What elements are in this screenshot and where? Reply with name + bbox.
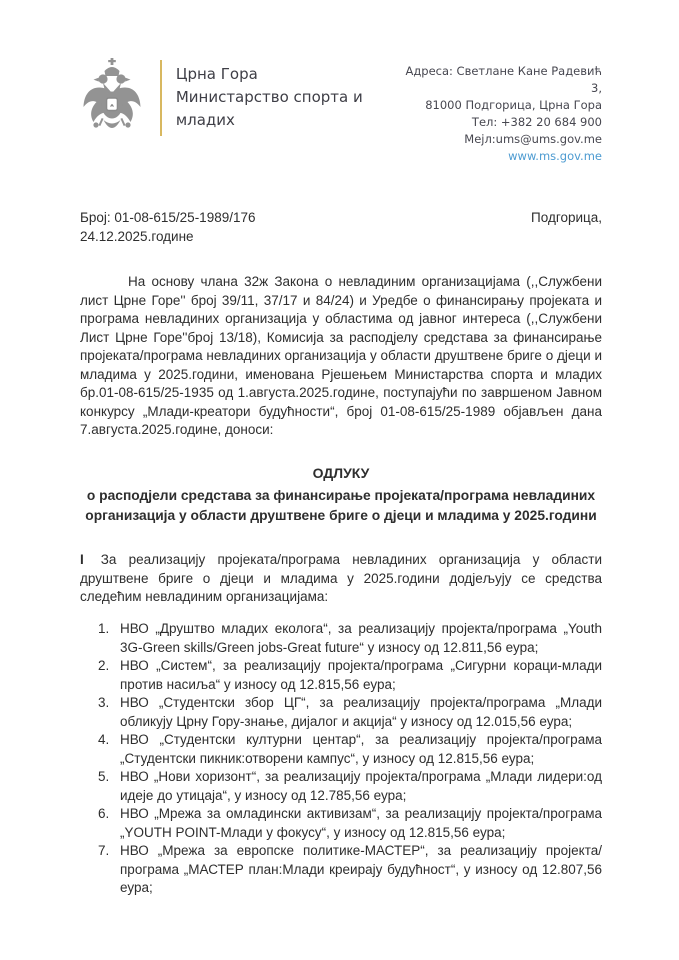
letterhead xyxy=(80,58,602,165)
allocation-text: НВО „Мрежа за европске политике-МАСТЕР“, за реализацију пројекта/програма „МАСТЕР план:Млади креирају будућност“, у износу од 12.807,56 еура; xyxy=(120,843,602,895)
allocation-text: НВО „Нови хоризонт“, за реализацију пројекта/програма „Млади лидери:од идеје до утицаја“, у износу од 12.785,56 еура; xyxy=(120,769,602,803)
allocation-text: НВО „Друштво младих еколога“, за реализацију пројекта/програма „Youth 3G-Green skills/Green jobs-Great future“ у износу од 12.811,56 еура; xyxy=(120,621,602,655)
allocation-item xyxy=(80,768,602,805)
decision-subtitle: о расподјели средстава за финансирање пројеката/програма невладиних организација у области друштвене бриге о дјеци и младима у 2025.години xyxy=(85,488,597,523)
contact-block xyxy=(404,58,602,165)
reference-date: 24.12.2025.године xyxy=(80,228,194,244)
montenegro-coat-of-arms-icon xyxy=(80,58,144,140)
allocation-item xyxy=(80,731,602,768)
allocation-number: 3. xyxy=(98,695,110,710)
allocation-item xyxy=(80,842,602,898)
country-name: Црна Гора xyxy=(175,65,258,83)
ministry-brand xyxy=(80,58,404,140)
allocation-number: 6. xyxy=(98,806,110,821)
allocation-item xyxy=(80,805,602,842)
reference-block xyxy=(80,209,602,246)
allocations-list xyxy=(80,620,602,898)
allocation-number: 7. xyxy=(98,843,110,858)
allocation-text: НВО „Студентски културни центар“, за реализацију пројекта/програма „Студентски пикник:отворени кампус“, у износу од 12.815,56 еура; xyxy=(120,732,602,766)
website-link[interactable]: www.ms.gov.me xyxy=(508,149,602,163)
reference-city: Подгорица, xyxy=(531,210,602,225)
decision-title: ОДЛУКУ xyxy=(312,464,370,481)
section-one-paragraph xyxy=(80,551,602,607)
allocation-number: 1. xyxy=(98,621,110,636)
allocation-item xyxy=(80,694,602,731)
allocation-text: НВО „Студентски збор ЦГ“, за реализацију пројекта/програма „Млади обликују Црну Гору-знање, дијалог и акција“ у износу од 12.015,56 еура; xyxy=(120,695,602,729)
allocation-item xyxy=(80,620,602,657)
email-line: Мејл:ums@ums.gov.me xyxy=(464,132,602,146)
address-line-1: Адреса: Светлане Кане Радевић 3, xyxy=(405,64,602,95)
section-one-marker: I xyxy=(80,552,84,567)
phone-line: Тел: +382 20 684 900 xyxy=(471,115,602,129)
address-line-2: 81000 Подгорица, Црна Гора xyxy=(425,98,602,112)
allocation-number: 4. xyxy=(98,732,110,747)
allocation-text: НВО „Систем“, за реализацију пројекта/програма „Сигурни кораци-млади против насиља“ у износу од 12.815,56 еура; xyxy=(120,658,602,692)
gold-divider xyxy=(160,60,162,136)
section-one-intro: За реализацију пројеката/програма невладиних организација у области друштвене бриге о дјеци и младима у 2025.години додјељују се средства следећим невладиним организацијама: xyxy=(80,552,602,604)
reference-number: Број: 01-08-615/25-1989/176 xyxy=(80,210,256,225)
preamble-paragraph: На основу члана 32ж Закона о невладиним организацијама (,,Службени лист Црне Горе'' број 39/11, 37/17 и 84/24) и Уредбе о финансирању пројеката и програма невладиних организација у областима од јавног интереса (,,Службени Лист Црне Горе''број 13/18), Комисија за расподјелу средстава за финансирање пројеката/програма невладиних организација у области друштвене бриге о дјеци и младима у 2025.години, именована Рјешењем Министарства спорта и младих бр.01-08-615/25-1935 од 1.августа.2025.године, поступајући по завршеном Јавном конкурсу „Млади-креатори будућности“, број 01-08-615/25-1989 објављен дана 7.августа.2025.године, доноси: xyxy=(80,274,602,437)
allocation-number: 5. xyxy=(98,769,110,784)
ministry-names xyxy=(176,58,405,132)
allocation-number: 2. xyxy=(98,658,110,673)
ministry-name: Министарство спорта и младих xyxy=(175,88,363,129)
allocation-text: НВО „Мрежа за омладински активизам“, за реализацију пројекта/програма „YOUTH POINT-Млади у фокусу“, у износу од 12.815,56 еура; xyxy=(120,806,602,840)
allocation-item xyxy=(80,657,602,694)
